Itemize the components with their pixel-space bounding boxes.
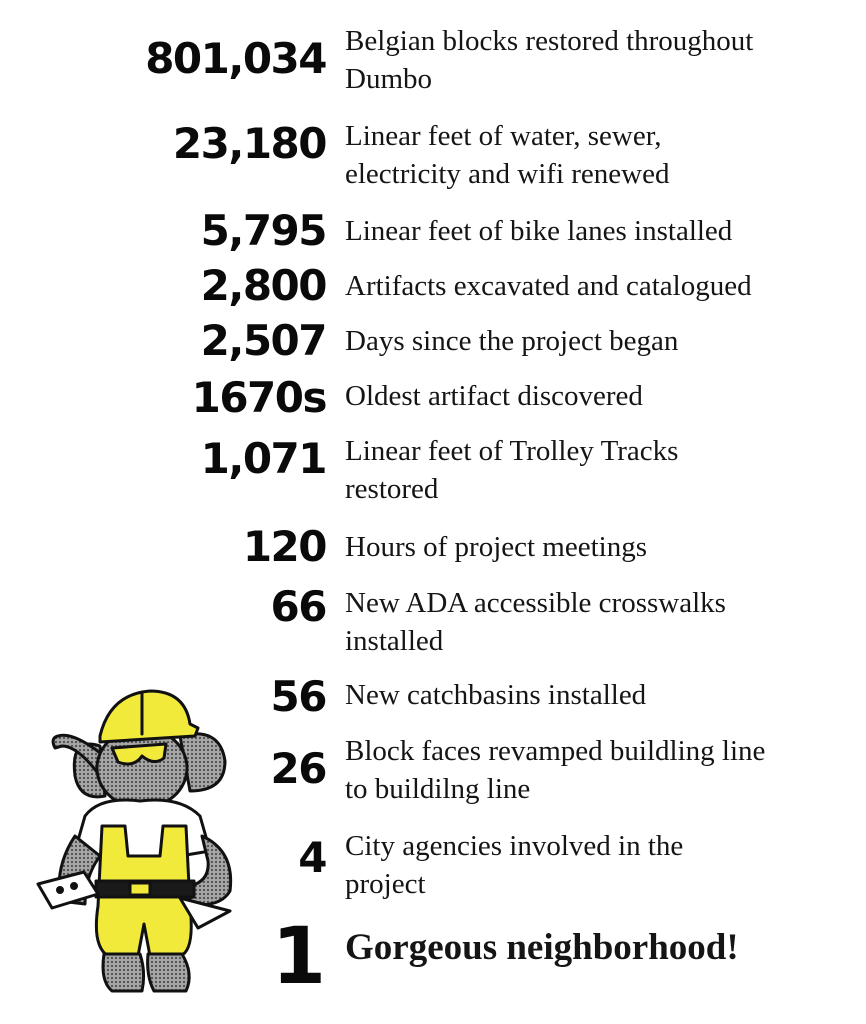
stat-number: 1670s xyxy=(191,373,326,422)
stat-number: 66 xyxy=(270,582,326,631)
stat-number: 2,800 xyxy=(200,261,326,310)
stat-number: 26 xyxy=(270,744,326,793)
stat-description: Hours of project meetings xyxy=(345,531,648,563)
stat-number: 5,795 xyxy=(200,206,326,255)
stat-description: Linear feet of bike lanes installed xyxy=(345,215,733,247)
stat-description: Linear feet of water, sewer, electricity and wifi renewed xyxy=(345,120,670,190)
elephant-construction-worker-icon xyxy=(30,676,280,1006)
stat-description: New catchbasins installed xyxy=(345,679,647,711)
stat-number: 56 xyxy=(270,672,326,721)
stat-description: Belgian blocks restored throughout Dumbo xyxy=(345,25,754,95)
stat-number: 2,507 xyxy=(200,316,326,365)
stat-description: Linear feet of Trolley Tracks restored xyxy=(345,435,679,505)
stat-description: Artifacts excavated and catalogued xyxy=(345,270,752,302)
stat-description: Oldest artifact discovered xyxy=(345,380,643,412)
stat-description: Block faces revamped buildling line to buildilng line xyxy=(345,735,766,805)
stat-description: Gorgeous neighborhood! xyxy=(345,927,739,968)
stat-description: New ADA accessible crosswalks installed xyxy=(345,587,726,657)
stat-number: 1 xyxy=(271,912,326,1002)
stat-number: 1,071 xyxy=(200,434,326,483)
stat-number: 120 xyxy=(242,522,326,571)
stat-description: City agencies involved in the project xyxy=(345,830,684,900)
stat-number: 23,180 xyxy=(172,119,326,168)
stat-number: 4 xyxy=(298,833,326,882)
stat-number: 801,034 xyxy=(145,34,326,83)
stat-description: Days since the project began xyxy=(345,325,679,357)
